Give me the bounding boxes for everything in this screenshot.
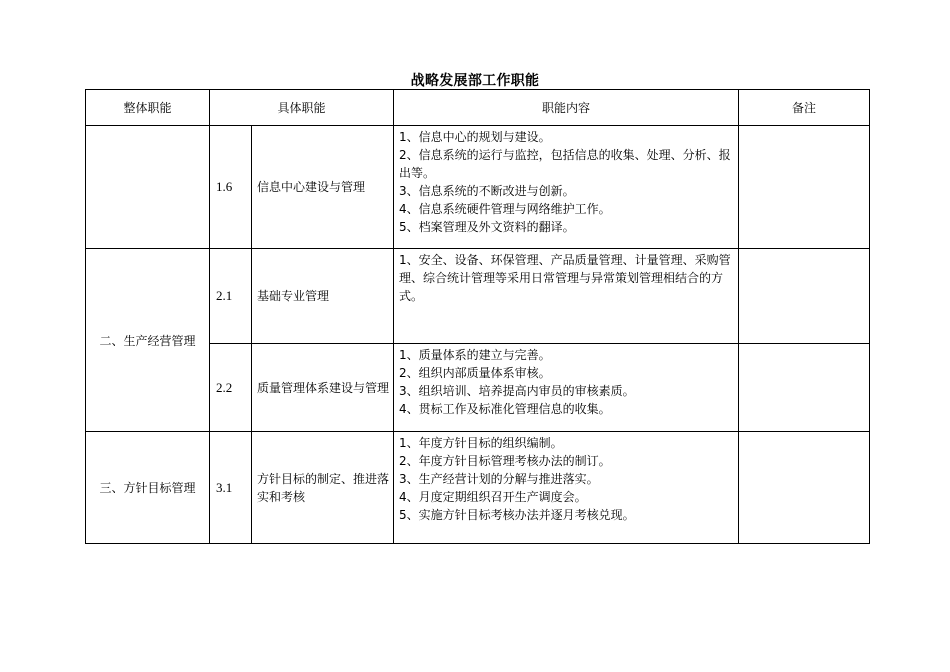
content-line: 5、实施方针目标考核办法并逐月考核兑现。 [399,508,635,522]
content-line: 1、信息中心的规划与建设。 [399,130,551,144]
duty-number: 2.1 [210,249,252,344]
overall-cell: 三、方针目标管理 [86,432,210,544]
header-specific: 具体职能 [210,90,394,126]
duty-name: 方针目标的制定、推进落实和考核 [252,432,394,544]
content-line: 1、年度方针目标的组织编制。 [399,436,563,450]
content-line: 2、信息系统的运行与监控，包括信息的收集、处理、分析、报出等。 [399,148,731,180]
note-cell [739,432,870,544]
table-row [86,249,870,344]
content-line: 3、信息系统的不断改进与创新。 [399,184,575,198]
table-row [86,432,870,544]
content-line: 2、组织内部质量体系审核。 [399,366,551,380]
duty-number: 3.1 [210,432,252,544]
duty-content [394,126,739,249]
content-line: 1、安全、设备、环保管理、产品质量管理、计量管理、采购管理、综合统计管理等采用日常管理与异常策划管理相结合的方式。 [399,253,731,303]
duty-name: 信息中心建设与管理 [252,126,394,249]
duty-content [394,344,739,432]
duty-name: 质量管理体系建设与管理 [252,344,394,432]
duty-number: 2.2 [210,344,252,432]
document-title: 战略发展部工作职能 [410,73,540,89]
header-content: 职能内容 [394,90,739,126]
content-line: 5、档案管理及外文资料的翻译。 [399,220,575,234]
content-line: 2、年度方针目标管理考核办法的制订。 [399,454,611,468]
duty-number: 1.6 [210,126,252,249]
table-header-row [86,90,870,126]
duty-name: 基础专业管理 [252,249,394,344]
duty-content [394,249,739,344]
overall-cell: 二、生产经营管理 [86,249,210,432]
overall-cell [86,126,210,249]
note-cell [739,249,870,344]
table-row [86,126,870,249]
content-line: 3、生产经营计划的分解与推进落实。 [399,472,599,486]
header-note: 备注 [739,90,870,126]
duty-content [394,432,739,544]
content-line: 4、贯标工作及标准化管理信息的收集。 [399,402,611,416]
note-cell [739,126,870,249]
header-overall: 整体职能 [86,90,210,126]
content-line: 3、组织培训、培养提高内审员的审核素质。 [399,384,635,398]
content-line: 1、质量体系的建立与完善。 [399,348,551,362]
duty-table [85,89,870,544]
note-cell [739,344,870,432]
content-line: 4、信息系统硬件管理与网络维护工作。 [399,202,611,216]
content-line: 4、月度定期组织召开生产调度会。 [399,490,587,504]
